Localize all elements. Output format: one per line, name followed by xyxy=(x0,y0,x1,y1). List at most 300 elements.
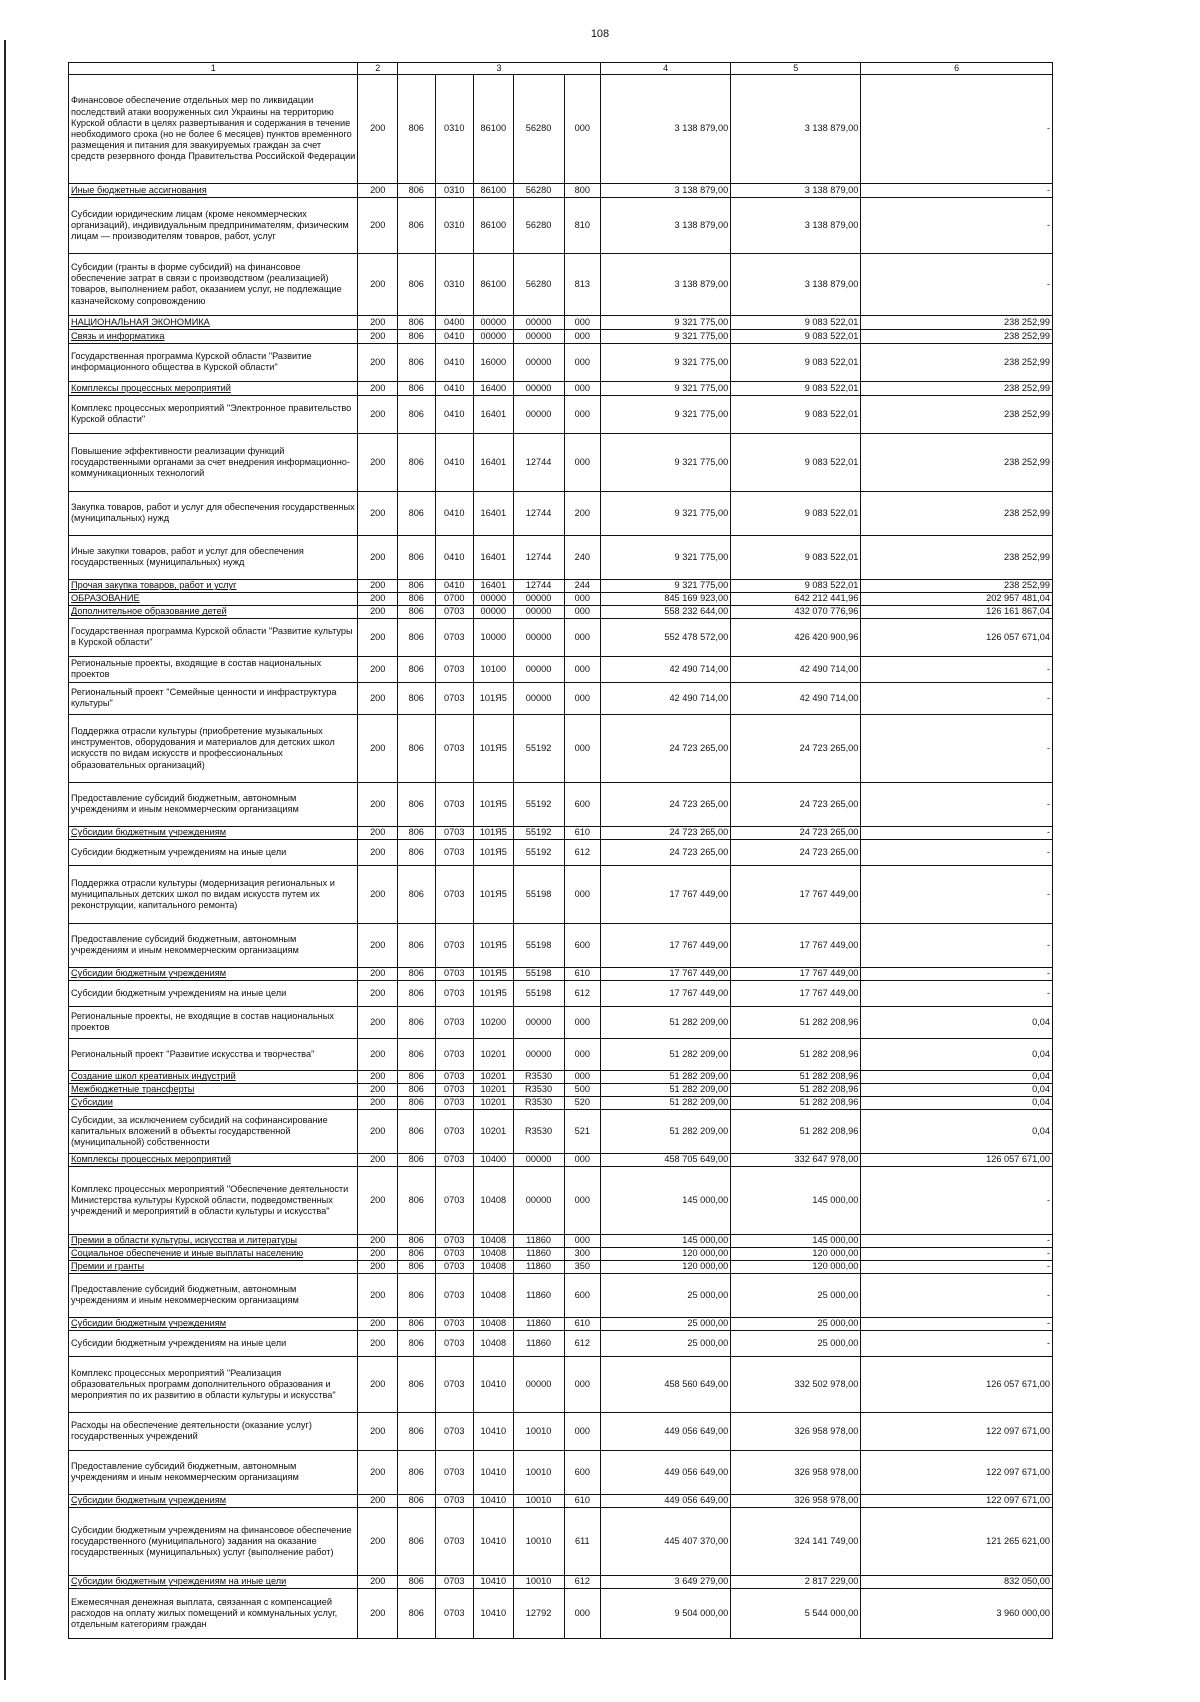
table-row xyxy=(69,579,1053,592)
code-direction-cell: R3530 xyxy=(513,1070,564,1083)
code-admin-cell: 200 xyxy=(358,1260,398,1273)
amount-remaining-cell: - xyxy=(861,1317,1053,1330)
table-row xyxy=(69,1070,1053,1083)
code-program-cell: 86100 xyxy=(474,183,514,197)
code-direction-cell: 12744 xyxy=(513,491,564,535)
code-section-cell: 0703 xyxy=(435,1507,474,1575)
code-program-cell: 16401 xyxy=(474,433,514,491)
code-section-cell: 0410 xyxy=(435,433,474,491)
code-admin-cell: 200 xyxy=(358,826,398,839)
code-admin-cell: 200 xyxy=(358,1109,398,1153)
table-row xyxy=(69,381,1053,395)
code-expense-type-cell: 200 xyxy=(564,491,600,535)
code-section-cell: 0410 xyxy=(435,535,474,579)
table-row xyxy=(69,1096,1053,1109)
amount-planned-cell: 25 000,00 xyxy=(601,1317,731,1330)
amount-remaining-cell: - xyxy=(861,1234,1053,1247)
code-admin-cell: 200 xyxy=(358,1412,398,1450)
code-ministry-cell: 806 xyxy=(398,1273,435,1317)
code-ministry-cell: 806 xyxy=(398,1247,435,1260)
code-direction-cell: 10010 xyxy=(513,1412,564,1450)
code-direction-cell: 00000 xyxy=(513,656,564,682)
code-ministry-cell: 806 xyxy=(398,329,435,343)
code-direction-cell: 11860 xyxy=(513,1317,564,1330)
amount-remaining-cell: 202 957 481,04 xyxy=(861,592,1053,605)
code-program-cell: 101Я5 xyxy=(474,865,514,923)
amount-planned-cell: 17 767 449,00 xyxy=(601,923,731,967)
code-program-cell: 10201 xyxy=(474,1070,514,1083)
amount-remaining-cell: - xyxy=(861,782,1053,826)
row-name-cell: Иные закупки товаров, работ и услуг для обеспечения государственных (муниципальных) нужд xyxy=(69,535,358,579)
code-expense-type-cell: 521 xyxy=(564,1109,600,1153)
code-program-cell: 86100 xyxy=(474,253,514,315)
row-name-cell: Субсидии бюджетным учреждениям xyxy=(69,826,358,839)
code-section-cell: 0703 xyxy=(435,826,474,839)
code-section-cell: 0310 xyxy=(435,253,474,315)
code-admin-cell: 200 xyxy=(358,579,398,592)
code-admin-cell: 200 xyxy=(358,343,398,381)
code-ministry-cell: 806 xyxy=(398,491,435,535)
amount-executed-cell: 120 000,00 xyxy=(731,1247,861,1260)
code-ministry-cell: 806 xyxy=(398,253,435,315)
code-program-cell: 16401 xyxy=(474,395,514,433)
amount-planned-cell: 24 723 265,00 xyxy=(601,839,731,865)
row-name-cell: Предоставление субсидий бюджетным, автономным учреждениям и иным некоммерческим организациям xyxy=(69,923,358,967)
table-row xyxy=(69,656,1053,682)
code-section-cell: 0410 xyxy=(435,381,474,395)
row-name-cell: Предоставление субсидий бюджетным, автономным учреждениям и иным некоммерческим организациям xyxy=(69,1273,358,1317)
amount-planned-cell: 24 723 265,00 xyxy=(601,782,731,826)
amount-executed-cell: 332 502 978,00 xyxy=(731,1356,861,1412)
code-expense-type-cell: 810 xyxy=(564,197,600,253)
amount-executed-cell: 432 070 776,96 xyxy=(731,605,861,618)
code-section-cell: 0703 xyxy=(435,605,474,618)
amount-planned-cell: 9 321 775,00 xyxy=(601,315,731,329)
code-admin-cell: 200 xyxy=(358,1083,398,1096)
code-direction-cell: 55198 xyxy=(513,967,564,980)
code-ministry-cell: 806 xyxy=(398,1588,435,1638)
code-section-cell: 0703 xyxy=(435,1450,474,1494)
code-ministry-cell: 806 xyxy=(398,1006,435,1038)
code-expense-type-cell: 000 xyxy=(564,865,600,923)
table-row xyxy=(69,1494,1053,1507)
amount-remaining-cell: - xyxy=(861,183,1053,197)
code-direction-cell: 00000 xyxy=(513,682,564,714)
code-admin-cell: 200 xyxy=(358,980,398,1006)
code-expense-type-cell: 612 xyxy=(564,1575,600,1588)
code-direction-cell: R3530 xyxy=(513,1109,564,1153)
code-admin-cell: 200 xyxy=(358,183,398,197)
code-program-cell: 10408 xyxy=(474,1166,514,1234)
code-section-cell: 0703 xyxy=(435,1153,474,1166)
amount-remaining-cell: 0,04 xyxy=(861,1038,1053,1070)
amount-planned-cell: 3 138 879,00 xyxy=(601,74,731,183)
code-program-cell: 10100 xyxy=(474,656,514,682)
header-col-1: 1 xyxy=(69,63,358,75)
code-direction-cell: 10010 xyxy=(513,1575,564,1588)
code-program-cell: 10201 xyxy=(474,1083,514,1096)
amount-planned-cell: 51 282 209,00 xyxy=(601,1070,731,1083)
code-program-cell: 101Я5 xyxy=(474,782,514,826)
row-name-cell: Субсидии, за исключением субсидий на софинансирование капитальных вложений в объекты государственной (муниципальной) собственности xyxy=(69,1109,358,1153)
code-direction-cell: 55192 xyxy=(513,839,564,865)
code-expense-type-cell: 000 xyxy=(564,433,600,491)
code-ministry-cell: 806 xyxy=(398,1330,435,1356)
code-direction-cell: 10010 xyxy=(513,1450,564,1494)
code-ministry-cell: 806 xyxy=(398,1166,435,1234)
code-direction-cell: 00000 xyxy=(513,618,564,656)
row-name-cell: Связь и информатика xyxy=(69,329,358,343)
code-expense-type-cell: 000 xyxy=(564,605,600,618)
code-program-cell: 10400 xyxy=(474,1153,514,1166)
code-program-cell: 10408 xyxy=(474,1234,514,1247)
amount-executed-cell: 3 138 879,00 xyxy=(731,197,861,253)
amount-remaining-cell: - xyxy=(861,967,1053,980)
code-direction-cell: 00000 xyxy=(513,329,564,343)
code-admin-cell: 200 xyxy=(358,253,398,315)
code-ministry-cell: 806 xyxy=(398,535,435,579)
amount-remaining-cell: 122 097 671,00 xyxy=(861,1450,1053,1494)
amount-planned-cell: 449 056 649,00 xyxy=(601,1450,731,1494)
code-section-cell: 0703 xyxy=(435,1317,474,1330)
code-admin-cell: 200 xyxy=(358,1588,398,1638)
table-row xyxy=(69,618,1053,656)
code-section-cell: 0703 xyxy=(435,682,474,714)
code-ministry-cell: 806 xyxy=(398,381,435,395)
code-admin-cell: 200 xyxy=(358,1038,398,1070)
code-program-cell: 10000 xyxy=(474,618,514,656)
code-section-cell: 0703 xyxy=(435,839,474,865)
code-section-cell: 0700 xyxy=(435,592,474,605)
amount-executed-cell: 324 141 749,00 xyxy=(731,1507,861,1575)
code-program-cell: 10408 xyxy=(474,1247,514,1260)
code-program-cell: 10410 xyxy=(474,1507,514,1575)
code-program-cell: 00000 xyxy=(474,592,514,605)
code-ministry-cell: 806 xyxy=(398,1450,435,1494)
amount-remaining-cell: 0,04 xyxy=(861,1109,1053,1153)
amount-executed-cell: 9 083 522,01 xyxy=(731,579,861,592)
amount-planned-cell: 3 138 879,00 xyxy=(601,197,731,253)
row-name-cell: Субсидии юридическим лицам (кроме некоммерческих организаций), индивидуальным предпринимателям, физическим лицам — производителям товаров, работ, услуг xyxy=(69,197,358,253)
row-name-cell: Государственная программа Курской области "Развитие информационного общества в Курской области" xyxy=(69,343,358,381)
code-ministry-cell: 806 xyxy=(398,1575,435,1588)
row-name-cell: Субсидии бюджетным учреждениям на иные цели xyxy=(69,839,358,865)
code-program-cell: 16401 xyxy=(474,491,514,535)
code-program-cell: 16401 xyxy=(474,579,514,592)
row-name-cell: Региональные проекты, входящие в состав национальных проектов xyxy=(69,656,358,682)
row-name-cell: Закупка товаров, работ и услуг для обеспечения государственных (муниципальных) нужд xyxy=(69,491,358,535)
amount-remaining-cell: 238 252,99 xyxy=(861,535,1053,579)
code-section-cell: 0703 xyxy=(435,865,474,923)
table-row xyxy=(69,315,1053,329)
amount-executed-cell: 17 767 449,00 xyxy=(731,865,861,923)
code-ministry-cell: 806 xyxy=(398,1507,435,1575)
header-col-2: 2 xyxy=(358,63,398,75)
code-expense-type-cell: 300 xyxy=(564,1247,600,1260)
code-program-cell: 86100 xyxy=(474,197,514,253)
code-expense-type-cell: 000 xyxy=(564,682,600,714)
code-admin-cell: 200 xyxy=(358,1234,398,1247)
code-direction-cell: 55198 xyxy=(513,923,564,967)
code-section-cell: 0410 xyxy=(435,579,474,592)
amount-executed-cell: 3 138 879,00 xyxy=(731,253,861,315)
amount-planned-cell: 42 490 714,00 xyxy=(601,656,731,682)
amount-remaining-cell: 238 252,99 xyxy=(861,343,1053,381)
amount-remaining-cell: - xyxy=(861,1166,1053,1234)
table-row xyxy=(69,1247,1053,1260)
row-name-cell: Субсидии бюджетным учреждениям xyxy=(69,967,358,980)
amount-executed-cell: 24 723 265,00 xyxy=(731,826,861,839)
amount-remaining-cell: 0,04 xyxy=(861,1096,1053,1109)
code-expense-type-cell: 800 xyxy=(564,183,600,197)
table-row xyxy=(69,980,1053,1006)
amount-executed-cell: 42 490 714,00 xyxy=(731,656,861,682)
amount-remaining-cell: 122 097 671,00 xyxy=(861,1494,1053,1507)
code-admin-cell: 200 xyxy=(358,1494,398,1507)
amount-planned-cell: 17 767 449,00 xyxy=(601,865,731,923)
code-program-cell: 101Я5 xyxy=(474,714,514,782)
amount-planned-cell: 458 560 649,00 xyxy=(601,1356,731,1412)
amount-executed-cell: 42 490 714,00 xyxy=(731,682,861,714)
amount-planned-cell: 9 321 775,00 xyxy=(601,535,731,579)
amount-executed-cell: 24 723 265,00 xyxy=(731,782,861,826)
table-row xyxy=(69,1083,1053,1096)
code-admin-cell: 200 xyxy=(358,1330,398,1356)
row-name-cell: Государственная программа Курской области "Развитие культуры в Курской области" xyxy=(69,618,358,656)
code-ministry-cell: 806 xyxy=(398,315,435,329)
row-name-cell: Расходы на обеспечение деятельности (оказание услуг) государственных учреждений xyxy=(69,1412,358,1450)
table-row xyxy=(69,1166,1053,1234)
code-admin-cell: 200 xyxy=(358,381,398,395)
row-name-cell: Комплекс процессных мероприятий "Обеспечение деятельности Министерства культуры Курской области, подведомственных учреждений и мероприятий в области культуры и искусства" xyxy=(69,1166,358,1234)
amount-executed-cell: 642 212 441,96 xyxy=(731,592,861,605)
amount-remaining-cell: - xyxy=(861,1260,1053,1273)
amount-remaining-cell: 238 252,99 xyxy=(861,381,1053,395)
amount-executed-cell: 24 723 265,00 xyxy=(731,839,861,865)
code-section-cell: 0703 xyxy=(435,967,474,980)
code-admin-cell: 200 xyxy=(358,923,398,967)
amount-executed-cell: 17 767 449,00 xyxy=(731,967,861,980)
code-ministry-cell: 806 xyxy=(398,1070,435,1083)
code-direction-cell: 00000 xyxy=(513,592,564,605)
amount-executed-cell: 326 958 978,00 xyxy=(731,1494,861,1507)
code-ministry-cell: 806 xyxy=(398,1317,435,1330)
code-expense-type-cell: 000 xyxy=(564,1166,600,1234)
code-ministry-cell: 806 xyxy=(398,197,435,253)
amount-remaining-cell: 3 960 000,00 xyxy=(861,1588,1053,1638)
amount-executed-cell: 326 958 978,00 xyxy=(731,1412,861,1450)
code-expense-type-cell: 611 xyxy=(564,1507,600,1575)
code-ministry-cell: 806 xyxy=(398,433,435,491)
code-section-cell: 0703 xyxy=(435,1109,474,1153)
amount-executed-cell: 2 817 229,00 xyxy=(731,1575,861,1588)
code-direction-cell: 00000 xyxy=(513,1166,564,1234)
amount-planned-cell: 51 282 209,00 xyxy=(601,1006,731,1038)
binding-edge-line xyxy=(4,40,6,1680)
code-ministry-cell: 806 xyxy=(398,1109,435,1153)
amount-executed-cell: 25 000,00 xyxy=(731,1330,861,1356)
amount-planned-cell: 51 282 209,00 xyxy=(601,1109,731,1153)
code-section-cell: 0703 xyxy=(435,656,474,682)
row-name-cell: Премии и гранты xyxy=(69,1260,358,1273)
code-ministry-cell: 806 xyxy=(398,1412,435,1450)
code-admin-cell: 200 xyxy=(358,782,398,826)
table-body xyxy=(69,74,1053,1638)
code-admin-cell: 200 xyxy=(358,1317,398,1330)
code-section-cell: 0410 xyxy=(435,329,474,343)
amount-planned-cell: 51 282 209,00 xyxy=(601,1038,731,1070)
amount-executed-cell: 51 282 208,96 xyxy=(731,1070,861,1083)
amount-planned-cell: 845 169 923,00 xyxy=(601,592,731,605)
row-name-cell: Межбюджетные трансферты xyxy=(69,1083,358,1096)
amount-executed-cell: 51 282 208,96 xyxy=(731,1109,861,1153)
table-row xyxy=(69,329,1053,343)
table-row xyxy=(69,433,1053,491)
amount-remaining-cell: 238 252,99 xyxy=(861,491,1053,535)
amount-remaining-cell: 238 252,99 xyxy=(861,315,1053,329)
code-direction-cell: 55192 xyxy=(513,826,564,839)
row-name-cell: Субсидии бюджетным учреждениям xyxy=(69,1317,358,1330)
row-name-cell: НАЦИОНАЛЬНАЯ ЭКОНОМИКА xyxy=(69,315,358,329)
code-program-cell: 101Я5 xyxy=(474,839,514,865)
code-expense-type-cell: 000 xyxy=(564,1412,600,1450)
code-ministry-cell: 806 xyxy=(398,579,435,592)
amount-planned-cell: 24 723 265,00 xyxy=(601,714,731,782)
code-program-cell: 00000 xyxy=(474,315,514,329)
code-program-cell: 10201 xyxy=(474,1109,514,1153)
code-direction-cell: 00000 xyxy=(513,1006,564,1038)
row-name-cell: Дополнительное образование детей xyxy=(69,605,358,618)
table-row xyxy=(69,1038,1053,1070)
code-direction-cell: 55198 xyxy=(513,865,564,923)
code-program-cell: 10410 xyxy=(474,1356,514,1412)
code-admin-cell: 200 xyxy=(358,74,398,183)
code-direction-cell: 12792 xyxy=(513,1588,564,1638)
code-ministry-cell: 806 xyxy=(398,605,435,618)
code-admin-cell: 200 xyxy=(358,618,398,656)
amount-planned-cell: 120 000,00 xyxy=(601,1260,731,1273)
code-program-cell: 101Я5 xyxy=(474,682,514,714)
amount-executed-cell: 9 083 522,01 xyxy=(731,395,861,433)
amount-remaining-cell: 238 252,99 xyxy=(861,329,1053,343)
code-ministry-cell: 806 xyxy=(398,980,435,1006)
code-section-cell: 0310 xyxy=(435,197,474,253)
row-name-cell: Субсидии бюджетным учреждениям на финансовое обеспечение государственного (муниципального) задания на оказание государственных (муниципальных) услуг (выполнение работ) xyxy=(69,1507,358,1575)
code-direction-cell: R3530 xyxy=(513,1083,564,1096)
code-ministry-cell: 806 xyxy=(398,682,435,714)
code-program-cell: 10408 xyxy=(474,1260,514,1273)
amount-executed-cell: 3 138 879,00 xyxy=(731,183,861,197)
code-expense-type-cell: 000 xyxy=(564,1234,600,1247)
amount-planned-cell: 9 321 775,00 xyxy=(601,329,731,343)
amount-planned-cell: 9 504 000,00 xyxy=(601,1588,731,1638)
amount-planned-cell: 51 282 209,00 xyxy=(601,1083,731,1096)
amount-planned-cell: 3 649 279,00 xyxy=(601,1575,731,1588)
table-row xyxy=(69,1260,1053,1273)
code-expense-type-cell: 000 xyxy=(564,329,600,343)
amount-executed-cell: 120 000,00 xyxy=(731,1260,861,1273)
amount-remaining-cell: - xyxy=(861,923,1053,967)
code-admin-cell: 200 xyxy=(358,592,398,605)
table-row xyxy=(69,1153,1053,1166)
code-admin-cell: 200 xyxy=(358,1166,398,1234)
amount-remaining-cell: 0,04 xyxy=(861,1006,1053,1038)
amount-executed-cell: 9 083 522,01 xyxy=(731,315,861,329)
amount-executed-cell: 25 000,00 xyxy=(731,1317,861,1330)
table-row xyxy=(69,1330,1053,1356)
code-expense-type-cell: 610 xyxy=(564,1494,600,1507)
code-section-cell: 0703 xyxy=(435,1356,474,1412)
table-row xyxy=(69,1412,1053,1450)
row-name-cell: Региональные проекты, не входящие в состав национальных проектов xyxy=(69,1006,358,1038)
code-section-cell: 0703 xyxy=(435,1083,474,1096)
amount-planned-cell: 120 000,00 xyxy=(601,1247,731,1260)
row-name-cell: Комплекс процессных мероприятий "Электронное правительство Курской области" xyxy=(69,395,358,433)
table-row xyxy=(69,1109,1053,1153)
amount-remaining-cell: - xyxy=(861,714,1053,782)
amount-remaining-cell: - xyxy=(861,1273,1053,1317)
code-expense-type-cell: 610 xyxy=(564,826,600,839)
table-row xyxy=(69,605,1053,618)
amount-planned-cell: 458 705 649,00 xyxy=(601,1153,731,1166)
amount-executed-cell: 5 544 000,00 xyxy=(731,1588,861,1638)
amount-remaining-cell: 126 057 671,00 xyxy=(861,1153,1053,1166)
amount-executed-cell: 9 083 522,01 xyxy=(731,381,861,395)
row-name-cell: Повышение эффективности реализации функций государственными органами за счет внедрения информационно-коммуникационных технологий xyxy=(69,433,358,491)
code-section-cell: 0703 xyxy=(435,1166,474,1234)
table-row xyxy=(69,865,1053,923)
code-direction-cell: 12744 xyxy=(513,579,564,592)
code-program-cell: 16400 xyxy=(474,381,514,395)
amount-remaining-cell: 0,04 xyxy=(861,1070,1053,1083)
code-ministry-cell: 806 xyxy=(398,656,435,682)
amount-remaining-cell: - xyxy=(861,865,1053,923)
amount-remaining-cell: - xyxy=(861,826,1053,839)
amount-executed-cell: 17 767 449,00 xyxy=(731,923,861,967)
amount-remaining-cell: 238 252,99 xyxy=(861,579,1053,592)
table-row xyxy=(69,1507,1053,1575)
amount-planned-cell: 25 000,00 xyxy=(601,1330,731,1356)
table-row xyxy=(69,197,1053,253)
row-name-cell: Ежемесячная денежная выплата, связанная с компенсацией расходов на оплату жилых помещений и коммунальных услуг, отдельным категориям граждан xyxy=(69,1588,358,1638)
amount-remaining-cell: 0,04 xyxy=(861,1083,1053,1096)
row-name-cell: Комплексы процессных мероприятий xyxy=(69,1153,358,1166)
code-direction-cell: 00000 xyxy=(513,315,564,329)
code-program-cell: 10408 xyxy=(474,1330,514,1356)
amount-executed-cell: 51 282 208,96 xyxy=(731,1006,861,1038)
code-section-cell: 0703 xyxy=(435,980,474,1006)
amount-remaining-cell: 238 252,99 xyxy=(861,433,1053,491)
code-section-cell: 0703 xyxy=(435,782,474,826)
code-program-cell: 101Я5 xyxy=(474,826,514,839)
code-expense-type-cell: 600 xyxy=(564,923,600,967)
code-expense-type-cell: 000 xyxy=(564,381,600,395)
code-admin-cell: 200 xyxy=(358,197,398,253)
row-name-cell: ОБРАЗОВАНИЕ xyxy=(69,592,358,605)
code-admin-cell: 200 xyxy=(358,1575,398,1588)
code-ministry-cell: 806 xyxy=(398,865,435,923)
code-expense-type-cell: 000 xyxy=(564,395,600,433)
code-expense-type-cell: 612 xyxy=(564,980,600,1006)
row-name-cell: Региональный проект "Развитие искусства и творчества" xyxy=(69,1038,358,1070)
code-admin-cell: 200 xyxy=(358,395,398,433)
amount-remaining-cell: - xyxy=(861,74,1053,183)
code-section-cell: 0703 xyxy=(435,1260,474,1273)
row-name-cell: Субсидии бюджетным учреждениям на иные цели xyxy=(69,1575,358,1588)
row-name-cell: Финансовое обеспечение отдельных мер по ликвидации последствий атаки вооруженных сил Украины на территорию Курской области в целях развертывания и содержания в течение необходимого срока (но не более 6 месяцев) пунктов временного размещения и питания для эвакуируемых граждан за счет средств резервного фонда Правительства Российской Федерации xyxy=(69,74,358,183)
row-name-cell: Премии в области культуры, искусства и литературы xyxy=(69,1234,358,1247)
code-section-cell: 0703 xyxy=(435,1588,474,1638)
